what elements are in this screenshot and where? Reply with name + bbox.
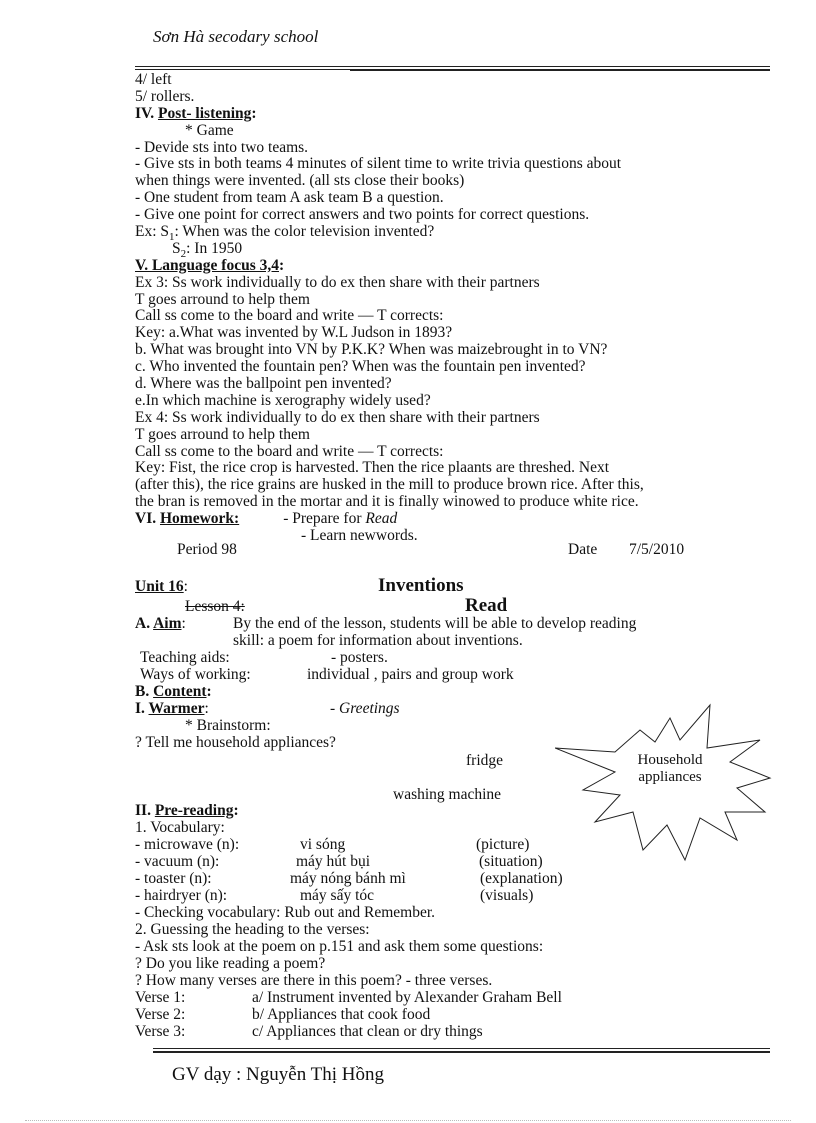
date-value: 7/5/2010 bbox=[629, 541, 685, 558]
vocab-vi: máy nóng bánh mì bbox=[290, 870, 406, 887]
verse-text: a/ Instrument invented by Alexander Graham Bell bbox=[252, 989, 562, 1006]
word-washing-machine: washing machine bbox=[393, 786, 502, 803]
star-label: appliances bbox=[638, 769, 702, 785]
text-line: Key: a.What was invented by W.L Judson in 1893? bbox=[135, 324, 453, 342]
vocab-en: - microwave (n): bbox=[135, 836, 240, 853]
aim-text: skill: a poem for information about inventions. bbox=[233, 632, 523, 649]
lesson-label: Lesson 4: bbox=[185, 598, 245, 615]
text-line: c. Who invented the fountain pen? When was the fountain pen invented? bbox=[135, 358, 586, 376]
household-star-shape bbox=[555, 700, 785, 865]
brainstorm-label: * Brainstorm: bbox=[185, 717, 271, 734]
lesson-title: Read bbox=[465, 595, 508, 616]
text-line: - One student from team A ask team B a question. bbox=[135, 189, 444, 207]
teacher-footer: GV dạy : Nguyễn Thị Hồng bbox=[172, 1064, 384, 1085]
footer-rule-thick bbox=[153, 1051, 770, 1053]
vocab-vi: máy hút bụi bbox=[296, 853, 371, 870]
vocab-technique: (situation) bbox=[479, 853, 543, 870]
working-label: Ways of working: bbox=[140, 666, 251, 683]
text-line: - Learn newwords. bbox=[301, 527, 418, 545]
text-line: Key: Fist, the rice crop is harvested. Then the rice plaants are threshed. Next bbox=[135, 459, 610, 477]
question-line: ? Tell me household appliances? bbox=[135, 734, 336, 751]
vocab-technique: (visuals) bbox=[480, 887, 534, 904]
text-line: e.In which machine is xerography widely used? bbox=[135, 391, 431, 409]
vocab-en: - hairdryer (n): bbox=[135, 887, 228, 904]
vocab-en: - vacuum (n): bbox=[135, 853, 220, 870]
text-line: b. What was brought into VN by P.K.K? When was maizebrought in to VN? bbox=[135, 341, 608, 359]
vocab-vi: máy sấy tóc bbox=[300, 887, 375, 904]
vocab-vi: vi sóng bbox=[300, 836, 346, 853]
verse-text: b/ Appliances that cook food bbox=[252, 1006, 431, 1023]
text-line: Call ss come to the board and write — T corrects: bbox=[135, 442, 444, 460]
verse-label: Verse 2: bbox=[135, 1006, 186, 1023]
text-line: - Checking vocabulary: Rub out and Remember. bbox=[135, 904, 436, 921]
example-line: Ex: $S_1$: When was the color television invented? bbox=[135, 223, 435, 244]
text-line: 5/ rollers. bbox=[135, 87, 195, 105]
verse-text: c/ Appliances that clean or dry things bbox=[252, 1023, 483, 1040]
warmer-heading: I. Warmer: bbox=[135, 700, 209, 717]
text-line: - Devide sts into two teams. bbox=[135, 138, 309, 156]
page-edge bbox=[25, 1120, 791, 1121]
period-label: Period 98 bbox=[177, 541, 237, 558]
aids-label: Teaching aids: bbox=[140, 649, 230, 666]
verse-label: Verse 1: bbox=[135, 989, 186, 1006]
vocab-technique: (explanation) bbox=[480, 870, 563, 887]
text-line: when things were invented. (all sts close their books) bbox=[135, 172, 465, 190]
vocab-en: - toaster (n): bbox=[135, 870, 212, 887]
text-line: T goes arround to help them bbox=[135, 425, 310, 443]
text-line: T goes arround to help them bbox=[135, 290, 310, 308]
text-line: 2. Guessing the heading to the verses: bbox=[135, 921, 370, 938]
warmer-note: - Greetings bbox=[330, 700, 400, 717]
section-heading: V. Language focus 3,4: bbox=[135, 256, 285, 274]
text-line: the bran is removed in the mortar and it is finally winowed to produce white rice. bbox=[135, 493, 639, 511]
content-heading: B. Content: bbox=[135, 683, 212, 700]
aim-text: By the end of the lesson, students will be able to develop reading bbox=[233, 615, 637, 632]
vocab-technique: (picture) bbox=[476, 836, 530, 853]
word-fridge: fridge bbox=[466, 752, 504, 769]
text-line: - Give sts in both teams 4 minutes of silent time to write trivia questions about bbox=[135, 155, 622, 173]
star-label: Household bbox=[637, 752, 703, 768]
verse-label: Verse 3: bbox=[135, 1023, 186, 1040]
header-rule-thick bbox=[350, 69, 770, 71]
aids-value: - posters. bbox=[331, 649, 388, 666]
aim-label: A. Aim: bbox=[135, 615, 186, 632]
vocab-heading: 1. Vocabulary: bbox=[135, 819, 225, 836]
text-line: Ex 4: Ss work individually to do ex then share with their partners bbox=[135, 408, 540, 426]
text-line: ? Do you like reading a poem? bbox=[135, 955, 326, 972]
school-header: Sơn Hà secodary school bbox=[153, 27, 319, 46]
text-line: - Ask sts look at the poem on p.151 and ask them some questions: bbox=[135, 938, 544, 955]
unit-label: Unit 16: bbox=[135, 578, 188, 595]
working-value: individual , pairs and group work bbox=[307, 666, 514, 683]
text-line: Call ss come to the board and write — T corrects: bbox=[135, 307, 444, 325]
homework-line: VI. Homework: - Prepare for Read bbox=[135, 510, 398, 528]
header-rule bbox=[135, 69, 350, 70]
text-line: - Give one point for correct answers and two points for correct questions. bbox=[135, 206, 590, 224]
text-line: 4/ left bbox=[135, 71, 172, 88]
text-line: * Game bbox=[185, 121, 234, 139]
header-rule bbox=[135, 66, 770, 67]
prereading-heading: II. Pre-reading: bbox=[135, 802, 239, 819]
section-heading: IV. Post- listening: bbox=[135, 104, 257, 122]
text-line: ? How many verses are there in this poem? - three verses. bbox=[135, 972, 493, 989]
footer-rule bbox=[153, 1048, 770, 1049]
unit-title: Inventions bbox=[378, 575, 464, 596]
text-line: (after this), the rice grains are husked in the mill to produce brown rice. After this, bbox=[135, 476, 644, 494]
date-label: Date bbox=[568, 541, 598, 558]
lesson-content bbox=[135, 72, 775, 545]
example-line: $S_2$: In 1950 bbox=[172, 239, 243, 260]
text-line: Ex 3: Ss work individually to do ex then share with their partners bbox=[135, 273, 540, 291]
text-line: d. Where was the ballpoint pen invented? bbox=[135, 375, 392, 393]
